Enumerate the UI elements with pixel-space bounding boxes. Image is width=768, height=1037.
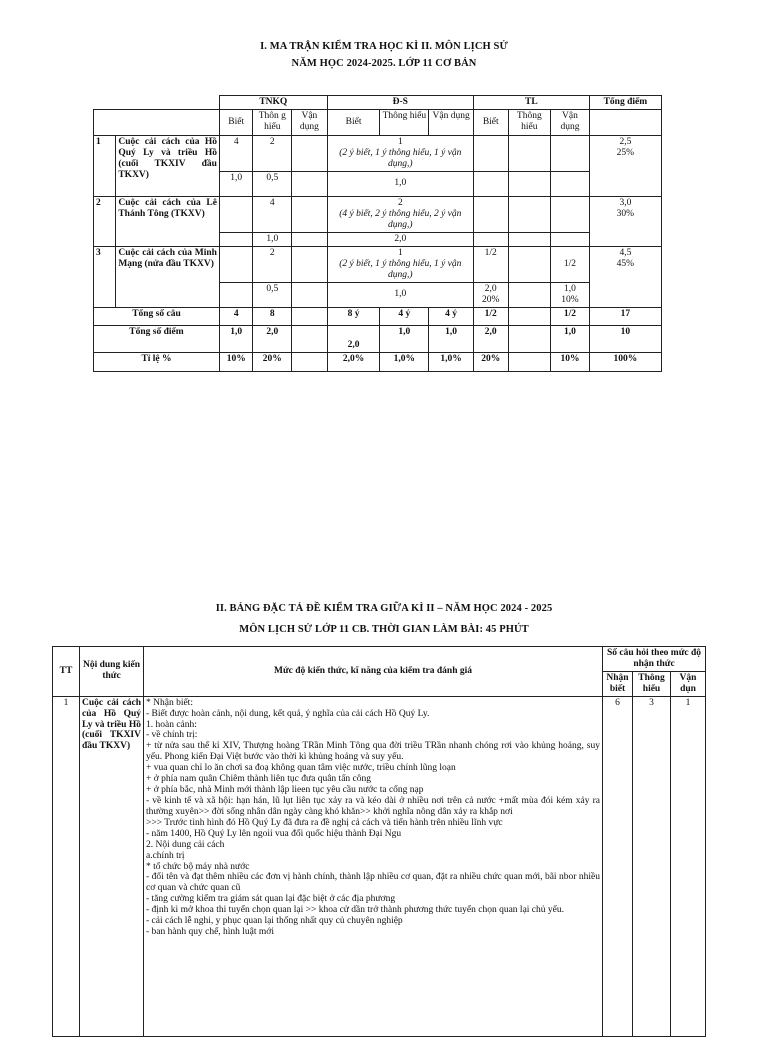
spec-header-so-cau: Số câu hỏi theo mức độ nhận thức bbox=[603, 647, 706, 672]
sum-p-cell: 10 bbox=[589, 325, 661, 352]
content-line: - cải cách lễ nghi, y phục quan lại thống nhất quy củ chuyên nghiệp bbox=[146, 916, 403, 927]
spec-row-thong-hieu: 3 bbox=[633, 696, 671, 1036]
row-total-pct: 30% bbox=[616, 208, 635, 219]
spec-row-topic: Cuộc cải cách của Hồ Quý Ly và triều Hồ (cuối TKXIV đầu TKXV) bbox=[80, 696, 144, 1036]
content-line: - về chính trị: bbox=[146, 730, 198, 741]
cell-tl-biet-score bbox=[473, 171, 508, 196]
content-line: + từ nửa sau thế kỉ XIV, Thượng hoàng TRần Minh Tông qua đời triều TRần nhanh chóng rơi vào khủng hoảng, suy yếu. Phong kiến Đại Việt bước vào thời kì khủng hoảng và suy yếu. bbox=[146, 741, 600, 763]
sum-p-cell: 2,0 bbox=[253, 325, 292, 352]
ds-note: (2 ý biết, 1 ý thông hiểu, 1 ý vận dụng,) bbox=[339, 258, 462, 280]
cell-tl-biet: 1/2 bbox=[473, 246, 508, 282]
content-line: + ở phía bắc, nhà Minh mới thành lập lieen tục yêu cầu nước ta cống nạp bbox=[146, 785, 424, 796]
sum-q-cell: 1/2 bbox=[551, 307, 590, 325]
spec-header-thong-hieu: Thông hiểu bbox=[633, 671, 671, 696]
sum-p-cell: 1,0 bbox=[219, 325, 253, 352]
cell-tnkq-thong-hieu-score: 0,5 bbox=[253, 282, 292, 307]
content-line: + ở phía nam quân Chiêm thành liên tục đưa quân tấn công bbox=[146, 774, 372, 785]
sum-p-cell: 1,0 bbox=[380, 325, 429, 352]
ds-note: (4 ý biết, 2 ý thông hiểu, 2 ý vận dụng,) bbox=[339, 208, 462, 230]
ratio-cell: 1,0% bbox=[380, 352, 429, 371]
spec-header-nhan-biet: Nhận biết bbox=[603, 671, 633, 696]
matrix-row-3a bbox=[94, 246, 662, 282]
cell-tnkq-biet bbox=[219, 196, 253, 232]
cell-tnkq-van-dung bbox=[292, 135, 328, 171]
header-tnkq: TNKQ bbox=[219, 96, 327, 110]
header-tong-diem: Tổng điểm bbox=[589, 96, 661, 110]
matrix-corner-cell bbox=[94, 96, 220, 110]
row-total: 2,5 bbox=[619, 136, 632, 147]
sum-q-cell bbox=[508, 307, 551, 325]
cell-tl-van-dung bbox=[551, 196, 590, 232]
cell-tl-van-dung-score bbox=[551, 232, 590, 246]
cell-tl-van-dung bbox=[551, 135, 590, 171]
cell-ds-score: 2,0 bbox=[327, 232, 473, 246]
section1-title-line2: NĂM HỌC 2024-2025. LỚP 11 CƠ BẢN bbox=[291, 58, 477, 69]
content-line: - năm 1400, Hồ Quý Ly lên ngoii vua đổi quốc hiệu thành Đại Ngu bbox=[146, 828, 402, 839]
row-topic: Cuộc cải cách của Lê Thánh Tông (TKXV) bbox=[116, 196, 220, 246]
row-total: 3,0 bbox=[619, 197, 632, 208]
content-line: - Biết được hoàn cảnh, nội dung, kết quả, ý nghĩa của cải cách Hồ Quý Ly. bbox=[146, 708, 430, 719]
matrix-corner-cell-2 bbox=[94, 109, 220, 135]
matrix-row-1a bbox=[94, 135, 662, 171]
section2-title-line2: MÔN LỊCH SỬ LỚP 11 CB. THỜI GIAN LÀM BÀI: 45 PHÚT bbox=[239, 624, 529, 635]
section1-title-line1: I. MA TRẬN KIỂM TRA HỌC KÌ II. MÔN LỊCH SỬ bbox=[260, 41, 508, 52]
content-line: - đổi tên và đạt thêm nhiều các đơn vị hành chính, thành lập nhiều cơ quan, đặt ra nhiều chức quan mới, bãi nbor nhiều cơ quan và chức quan cũ bbox=[146, 872, 600, 894]
row-total: 4,5 bbox=[619, 247, 632, 258]
sum-points-label: Tổng số điểm bbox=[94, 325, 220, 352]
sum-q-cell: 1/2 bbox=[473, 307, 508, 325]
header-tnkq-thong-hieu: Thôn g hiểu bbox=[253, 109, 292, 135]
cell-tl-biet-score bbox=[473, 232, 508, 246]
sum-questions-label: Tổng số câu bbox=[94, 307, 220, 325]
spec-header-muc-do: Mức độ kiến thức, kĩ năng của kiểm tra đánh giá bbox=[144, 647, 603, 697]
ds-count: 1 bbox=[397, 136, 403, 147]
spec-row-content bbox=[144, 696, 603, 1036]
ratio-cell: 20% bbox=[473, 352, 508, 371]
spec-header-tt: TT bbox=[53, 647, 80, 697]
sum-p-cell bbox=[508, 325, 551, 352]
ratio-label: Tỉ lệ % bbox=[94, 352, 220, 371]
cell-tnkq-thong-hieu-score: 0,5 bbox=[253, 171, 292, 196]
tl-biet-pct: 20% bbox=[482, 294, 500, 305]
tl-vd-pct: 10% bbox=[561, 294, 579, 305]
cell-row-total bbox=[589, 196, 661, 246]
section2-title-line1: II. BẢNG ĐẶC TẢ ĐỀ KIỂM TRA GIỮA KÌ II – NĂM HỌC 2024 - 2025 bbox=[215, 603, 553, 614]
header-tong-diem-blank bbox=[589, 109, 661, 135]
matrix-row-ratio bbox=[94, 352, 662, 371]
cell-tnkq-thong-hieu: 2 bbox=[253, 135, 292, 171]
sum-q-cell: 8 bbox=[253, 307, 292, 325]
cell-tl-thong-hieu bbox=[508, 135, 551, 171]
cell-tl-thong-hieu bbox=[508, 246, 551, 282]
spec-header-noi-dung: Nội dung kiến thức bbox=[80, 647, 144, 697]
ratio-cell: 1,0% bbox=[429, 352, 474, 371]
spec-header-row-1 bbox=[53, 647, 706, 672]
header-tl-van-dung: Vận dụng bbox=[551, 109, 590, 135]
sum-p-cell: 2,0 bbox=[327, 325, 380, 352]
header-ds-van-dung: Vận dụng bbox=[429, 109, 474, 135]
tl-biet-score: 2,0 bbox=[484, 283, 497, 294]
cell-tl-van-dung-score bbox=[551, 171, 590, 196]
ratio-cell: 2,0% bbox=[327, 352, 380, 371]
matrix-row-sum-points bbox=[94, 325, 662, 352]
cell-tnkq-van-dung bbox=[292, 246, 328, 282]
row-topic: Cuộc cải cách của Hồ Quý Ly và triều Hồ (cuối TKXIV đầu TKXV) bbox=[116, 135, 220, 196]
content-line: >>> Trước tình hình đó Hồ Quý Ly đã đưa ra đề nghị cả cách và tiến hành trên nhiều lĩnh vực bbox=[146, 817, 503, 828]
row-stt: 2 bbox=[94, 196, 116, 246]
content-line: - ban hành quy chế, hình luật mới bbox=[146, 927, 274, 938]
cell-tl-thong-hieu-score bbox=[508, 232, 551, 246]
sum-p-cell bbox=[292, 325, 328, 352]
ds-count: 2 bbox=[397, 197, 403, 208]
row-stt: 3 bbox=[94, 246, 116, 307]
spec-row-nhan-biet: 6 bbox=[603, 696, 633, 1036]
cell-row-total bbox=[589, 135, 661, 196]
ratio-cell: 10% bbox=[551, 352, 590, 371]
header-ds-thong-hieu: Thông hiểu bbox=[380, 109, 429, 135]
cell-ds-count bbox=[327, 196, 473, 232]
content-line: + vua quan chỉ lo ăn chơi sa đoạ không quan tâm việc nước, triều chính lũng loạn bbox=[146, 763, 456, 774]
matrix-row-sum-questions bbox=[94, 307, 662, 325]
cell-tnkq-biet-score: 1,0 bbox=[219, 171, 253, 196]
content-line: * tổ chức bộ máy nhà nước bbox=[146, 861, 250, 872]
ratio-cell: 10% bbox=[219, 352, 253, 371]
cell-tl-biet bbox=[473, 135, 508, 171]
spec-header-van-dung: Vận dụn bbox=[671, 671, 706, 696]
matrix-header-row-1 bbox=[94, 96, 662, 110]
sum-q-cell: 8 ý bbox=[327, 307, 380, 325]
sum-p-cell: 2,0 bbox=[473, 325, 508, 352]
cell-tnkq-van-dung-score bbox=[292, 171, 328, 196]
content-line: - về kinh tế và xã hội: hạn hán, lũ lụt liên tục xảy ra và kéo dài ở nhiều nơi trên cả nước +mất mùa đói kém xảy ra thường xuyên>> đời sống nhân dân ngày càng khó khăn>> khởi nghĩa nông dân xảy ra khắp nơi bbox=[146, 795, 600, 817]
cell-tl-thong-hieu-score bbox=[508, 282, 551, 307]
cell-tnkq-biet-score bbox=[219, 282, 253, 307]
cell-tnkq-biet bbox=[219, 246, 253, 282]
content-line: - tăng cường kiểm tra giám sát quan lại đặc biệt ở các địa phương bbox=[146, 894, 396, 905]
cell-tnkq-biet: 4 bbox=[219, 135, 253, 171]
cell-tl-van-dung-score bbox=[551, 282, 590, 307]
cell-tnkq-biet-score bbox=[219, 232, 253, 246]
row-stt: 1 bbox=[94, 135, 116, 196]
cell-ds-count bbox=[327, 246, 473, 282]
sum-q-cell: 4 bbox=[219, 307, 253, 325]
spec-row-tt: 1 bbox=[53, 696, 80, 1036]
row-topic: Cuộc cải cách của Minh Mạng (nửa đầu TKXV) bbox=[116, 246, 220, 307]
cell-row-total bbox=[589, 246, 661, 307]
cell-ds-count bbox=[327, 135, 473, 171]
sum-q-cell: 4 ý bbox=[429, 307, 474, 325]
matrix-table bbox=[93, 95, 662, 372]
ds-count: 1 bbox=[397, 247, 403, 258]
cell-tl-van-dung: 1/2 bbox=[551, 246, 590, 282]
row-total-pct: 25% bbox=[616, 147, 635, 158]
cell-ds-score: 1,0 bbox=[327, 282, 473, 307]
cell-tl-thong-hieu bbox=[508, 196, 551, 232]
sum-p-cell: 1,0 bbox=[551, 325, 590, 352]
spec-table bbox=[52, 646, 706, 1037]
header-tnkq-biet: Biết bbox=[219, 109, 253, 135]
cell-tnkq-van-dung-score bbox=[292, 232, 328, 246]
spec-row-1 bbox=[53, 696, 706, 1036]
header-tnkq-van-dung: Vận dụng bbox=[292, 109, 328, 135]
content-line: 2. Nội dung cải cách bbox=[146, 839, 225, 850]
sum-q-cell: 4 ý bbox=[380, 307, 429, 325]
ratio-cell bbox=[508, 352, 551, 371]
content-line: 1. hoàn cảnh: bbox=[146, 719, 197, 730]
header-ds: Đ-S bbox=[327, 96, 473, 110]
cell-tnkq-van-dung-score bbox=[292, 282, 328, 307]
cell-tl-thong-hieu-score bbox=[508, 171, 551, 196]
matrix-header-row-2 bbox=[94, 109, 662, 135]
cell-tl-biet-score bbox=[473, 282, 508, 307]
sum-p-cell: 1,0 bbox=[429, 325, 474, 352]
content-line: - định kì mở khoa thi tuyển chọn quan lại >> khoa cử dần trở thành phương thức tuyển chọn quan lại chủ yếu. bbox=[146, 905, 564, 916]
ds-note: (2 ý biết, 1 ý thông hiểu, 1 ý vận dụng,) bbox=[339, 147, 462, 169]
cell-tnkq-thong-hieu: 2 bbox=[253, 246, 292, 282]
content-line: * Nhận biết: bbox=[146, 697, 193, 708]
content-line: a.chính trị bbox=[146, 850, 185, 861]
ratio-cell bbox=[292, 352, 328, 371]
matrix-row-2a bbox=[94, 196, 662, 232]
header-tl-biet: Biết bbox=[473, 109, 508, 135]
ratio-cell: 100% bbox=[589, 352, 661, 371]
header-ds-biet: Biết bbox=[327, 109, 380, 135]
cell-tnkq-van-dung bbox=[292, 196, 328, 232]
sum-q-cell: 17 bbox=[589, 307, 661, 325]
cell-tnkq-thong-hieu-score: 1,0 bbox=[253, 232, 292, 246]
cell-tnkq-thong-hieu: 4 bbox=[253, 196, 292, 232]
cell-tl-biet bbox=[473, 196, 508, 232]
spec-row-van-dung: 1 bbox=[671, 696, 706, 1036]
sum-q-cell bbox=[292, 307, 328, 325]
tl-vd-score: 1,0 bbox=[564, 283, 576, 294]
ratio-cell: 20% bbox=[253, 352, 292, 371]
row-total-pct: 45% bbox=[616, 258, 635, 269]
header-tl-thong-hieu: Thông hiểu bbox=[508, 109, 551, 135]
header-tl: TL bbox=[473, 96, 589, 110]
cell-ds-score: 1,0 bbox=[327, 171, 473, 196]
